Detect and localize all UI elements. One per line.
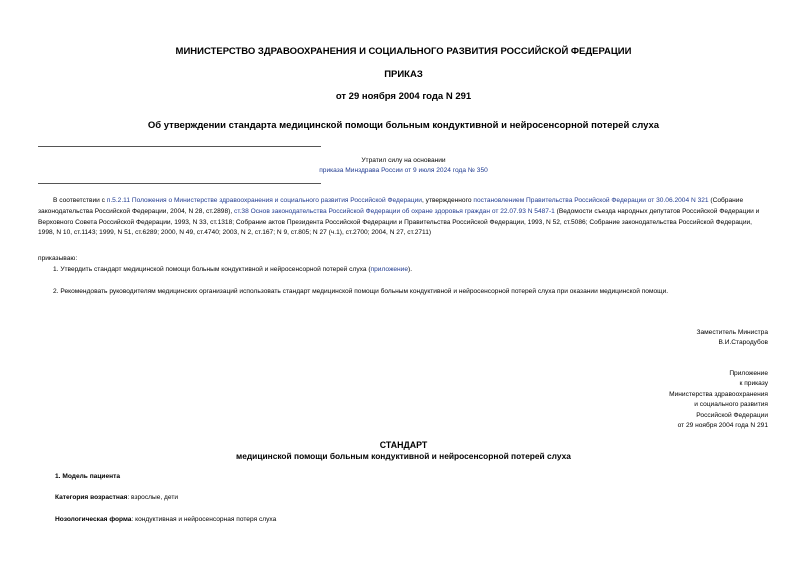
- signature-block: [696, 328, 768, 349]
- divider-top: [38, 146, 321, 147]
- repeal-order-link[interactable]: приказа Минздрава России от 9 июля 2024 года № 350: [319, 167, 488, 175]
- age-category-value: : взрослые, дети: [127, 494, 179, 501]
- nosological-form-value: : кондуктивная и нейросенсорная потеря слуха: [131, 516, 277, 523]
- government-decree-link[interactable]: постановлением Правительства Российской Федерации от 30.06.2004 N 321: [473, 197, 709, 204]
- standard-title: СТАНДАРТ: [379, 440, 428, 450]
- age-category-row: [55, 494, 178, 501]
- order-word: приказываю:: [38, 255, 78, 262]
- appendix-line-2: к приказу: [739, 380, 768, 388]
- health-law-link[interactable]: ст.38 Основ законодательства Российской Федерации об охране здоровья граждан от 22.07.93 N 5487-1: [234, 207, 555, 215]
- nosological-form-label: Нозологическая форма: [55, 516, 132, 523]
- ministry-heading: МИНИСТЕРСТВО ЗДРАВООХРАНЕНИЯ И СОЦИАЛЬНОГО РАЗВИТИЯ РОССИЙСКОЙ ФЕДЕРАЦИИ: [175, 46, 632, 57]
- doc-date-number: от 29 ноября 2004 года N 291: [335, 91, 472, 102]
- repeal-notice-text: Утратил силу на основании: [361, 157, 446, 164]
- doc-type-heading: ПРИКАЗ: [384, 69, 423, 80]
- doc-title: Об утверждении стандарта медицинской помощи больным кондуктивной и нейросенсорной потерей слуха: [147, 120, 660, 131]
- order-item-1-text: 1. Утвердить стандарт медицинской помощи больным кондуктивной и нейросенсорной потерей слуха (: [53, 266, 371, 273]
- section-patient-model: [55, 473, 120, 480]
- appendix-line-3: Министерства здравоохранения: [669, 390, 768, 398]
- repeal-notice: [0, 156, 807, 177]
- appendix-line-6: от 29 ноября 2004 года N 291: [677, 422, 768, 430]
- appendix-line-1: Приложение: [729, 370, 768, 377]
- age-category-label: Категория возрастная: [55, 494, 128, 501]
- signature-name: В.И.Стародубов: [718, 339, 768, 347]
- preamble-text-1: В соответствии с: [53, 197, 107, 204]
- signature-position: Заместитель Министра: [696, 329, 768, 336]
- preamble-text-4: (Ведомости съезда народных депутатов Российской Федерации и Верховного Совета Российской Федерации, 1993, N 33, ст.1318; Собрание актов Президента Российской Федерации и Правительства Российской Федерации, 1993, N 52, ст.5086; Собрание законодательства Российской Федерации, 1998, N 10, ст.1143; 1999, N 51, ст.6289; 2000, N 49, ст.4740; 2003, N 2, ст.167; N 9, ст.805; N 27 (ч.1), ст.2700; 2004, N 27, ст.2711): [38, 207, 760, 237]
- order-item-2: 2. Рекомендовать руководителям медицинских организаций использовать стандарт медицинской помощи больным кондуктивной и нейросенсорной потерей слуха при оказании медицинской помощи.: [53, 288, 669, 295]
- divider-bottom: [38, 183, 321, 184]
- regulation-link[interactable]: п.5.2.11 Положения о Министерстве здравоохранения и социального развития Российской Федерации: [106, 197, 422, 204]
- preamble-text-3: (Собрание законодательства Российской Федерации, 2004, N 28, ст.2898),: [38, 197, 744, 215]
- appendix-link[interactable]: приложение: [370, 266, 409, 273]
- nosological-form-row: [55, 516, 276, 523]
- appendix-block: [669, 369, 768, 431]
- order-item-1-end: ).: [408, 266, 413, 273]
- preamble-text-2: , утвержденного: [421, 197, 474, 204]
- standard-subtitle: медицинской помощи больным кондуктивной и нейросенсорной потерей слуха: [236, 451, 571, 461]
- preamble-paragraph: [38, 196, 770, 239]
- appendix-line-4: и социального развития: [694, 401, 768, 409]
- order-item-1: [53, 265, 770, 276]
- section-patient-model-heading: 1. Модель пациента: [55, 473, 120, 480]
- appendix-line-5: Российской Федерации: [696, 411, 768, 419]
